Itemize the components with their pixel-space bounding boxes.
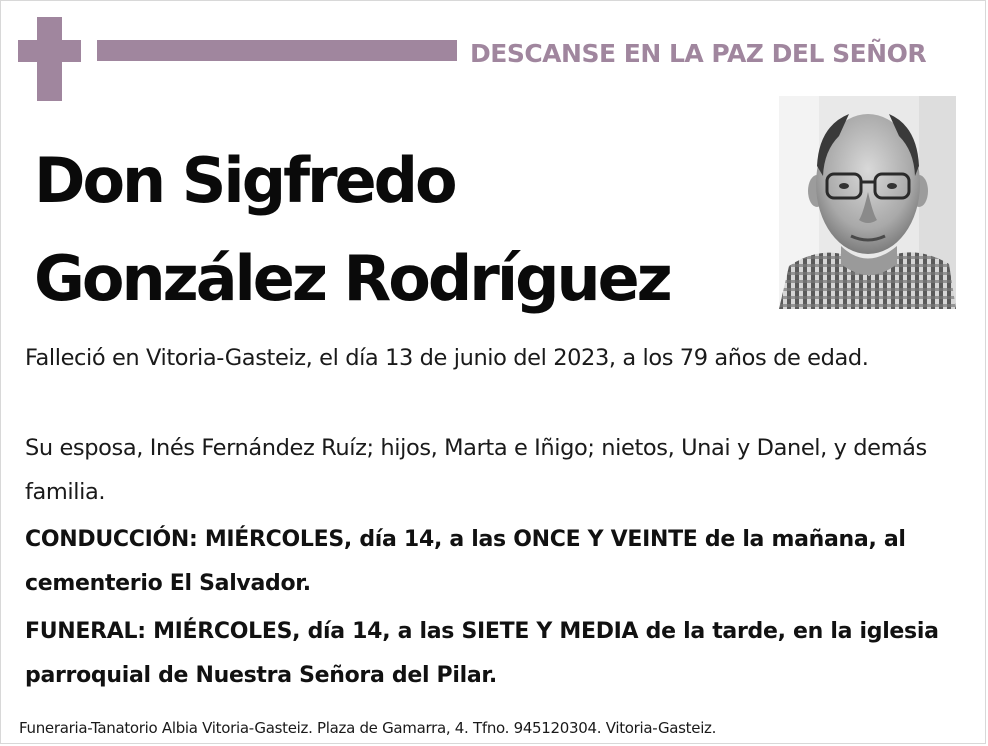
header-title: DESCANSE EN LA PAZ DEL SEÑOR (470, 39, 927, 68)
name-line-1: Don Sigfredo (34, 144, 455, 217)
conduction-paragraph: CONDUCCIÓN: MIÉRCOLES, día 14, a las ONCE Y VEINTE de la mañana, al cementerio El Salvador. (25, 527, 906, 596)
death-paragraph: Falleció en Vitoria-Gasteiz, el día 13 de junio del 2023, a los 79 años de edad. (25, 345, 869, 371)
portrait-photo (779, 96, 956, 309)
family-paragraph: Su esposa, Inés Fernández Ruíz; hijos, Marta e Iñigo; nietos, Unai y Danel, y demás familia. (25, 435, 927, 505)
header-bar (97, 40, 457, 61)
name-line-2: González Rodríguez (34, 242, 670, 315)
deceased-name (34, 132, 754, 328)
cross-icon-horizontal (18, 40, 81, 62)
footer-funeral-home: Funeraria-Tanatorio Albia Vitoria-Gasteiz. Plaza de Gamarra, 4. Tfno. 945120304. Vitoria-Gasteiz. (19, 719, 717, 737)
funeral-paragraph: FUNERAL: MIÉRCOLES, día 14, a las SIETE Y MEDIA de la tarde, en la iglesia parroquial de Nuestra Señora del Pilar. (25, 619, 939, 688)
